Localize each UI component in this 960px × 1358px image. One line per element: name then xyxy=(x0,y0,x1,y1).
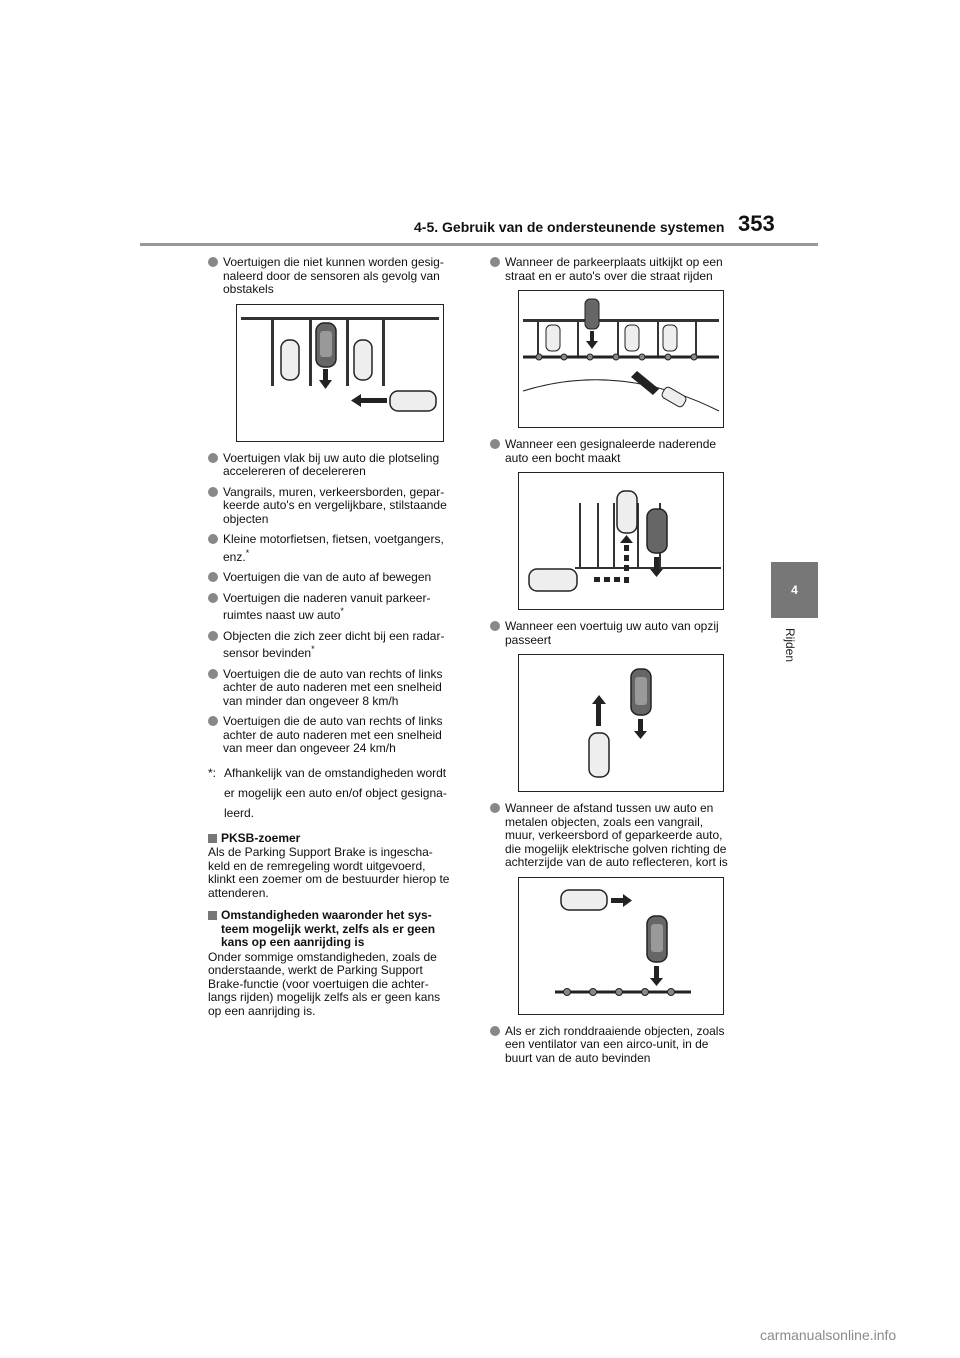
list-item xyxy=(490,438,752,465)
bullet-icon xyxy=(208,593,218,603)
footnote-text: Afhankelijk van de omstandigheden wordt er mogelijk een auto en/of object gesigna- leerd. xyxy=(224,765,447,820)
section-heading-text: PKSB-zoemer xyxy=(221,830,301,845)
list-item-text: Voertuigen die van de auto af bewegen xyxy=(223,570,432,584)
bullet-icon xyxy=(208,716,218,726)
left-column xyxy=(208,256,470,1027)
chapter-label: Rijden xyxy=(783,628,797,663)
chapter-tab[interactable]: 4 xyxy=(771,562,818,618)
list-item-text: Wanneer een voertuig uw auto van opzij passeert xyxy=(505,619,719,647)
list-item-text: Wanneer de afstand tussen uw auto en metalen objecten, zoals een vangrail, muur, verkeersbord of geparkeerde auto, die mogelijk elektrische golven richting de achterzijde van de auto reflecteren, kort is xyxy=(505,801,728,869)
page-number: 353 xyxy=(738,211,775,236)
list-item-text: Vangrails, muren, verkeersborden, gepar- keerde auto's en vergelijkbare, stilstaande objecten xyxy=(223,484,447,526)
paragraph: Als de Parking Support Brake is ingescha- keld en de remregeling wordt uitgevoerd, klinkt een zoemer om de bestuurder hierop te attenderen. xyxy=(208,845,450,900)
section-heading xyxy=(208,832,470,846)
section-heading xyxy=(208,909,470,950)
list-item-text: Voertuigen die de auto van rechts of links achter de auto naderen met een snelheid van meer dan ongeveer 24 km/h xyxy=(223,714,443,755)
header-divider xyxy=(140,243,818,246)
paragraph: Onder sommige omstandigheden, zoals de onderstaande, werkt de Parking Support Brake-functie (voor voertuigen die achter- langs rijden) mogelijk zelfs als er geen kans op een aanrijding is. xyxy=(208,949,441,1018)
square-bullet-icon xyxy=(208,911,217,920)
list-item xyxy=(490,802,752,870)
list-item xyxy=(208,592,470,623)
watermark[interactable]: carmanualsonline.info xyxy=(760,1327,897,1343)
footnote-mark: *: xyxy=(208,765,217,780)
bullet-icon xyxy=(490,621,500,631)
header-title: 4-5. Gebruik van de ondersteunende systemen xyxy=(414,219,725,235)
list-item-text: Kleine motorfietsen, fietsen, voetgangers, enz.* xyxy=(223,532,444,564)
section-heading-text: Omstandigheden waaronder het sys- teem mogelijk werkt, zelfs als er geen kans op een aanrijding is xyxy=(221,908,436,949)
list-item-text: Voertuigen die naderen vanuit parkeer- ruimtes naast uw auto* xyxy=(223,590,431,622)
bullet-icon xyxy=(208,453,218,463)
list-item-text: Voertuigen die niet kunnen worden gesig- naleerd door de sensoren als gevolg van obstakels xyxy=(223,255,444,296)
square-bullet-icon xyxy=(208,834,217,843)
figure-street-traffic xyxy=(518,290,724,428)
list-item xyxy=(208,533,470,564)
list-item-text: Objecten die zich zeer dicht bij een radar- sensor bevinden* xyxy=(223,628,445,660)
list-item xyxy=(208,486,470,527)
list-item-text: Wanneer een gesignaleerde naderende auto een bocht maakt xyxy=(505,437,717,465)
bullet-icon xyxy=(208,257,218,267)
list-item xyxy=(208,668,470,709)
bullet-icon xyxy=(208,669,218,679)
list-item xyxy=(490,1025,752,1066)
list-item xyxy=(490,256,752,283)
figure-metal-objects xyxy=(518,877,724,1015)
list-item xyxy=(208,630,470,661)
figure-turning-car xyxy=(518,472,724,610)
bullet-icon xyxy=(208,534,218,544)
list-item xyxy=(208,715,470,756)
list-item-text: Als er zich ronddraaiende objecten, zoals een ventilator van een airco-unit, in de buurt van de auto bevinden xyxy=(505,1023,725,1065)
bullet-icon xyxy=(490,439,500,449)
list-item xyxy=(208,256,470,297)
right-column xyxy=(490,256,752,1072)
bullet-icon xyxy=(490,257,500,267)
list-item-text: Voertuigen die de auto van rechts of links achter de auto naderen met een snelheid van minder dan ongeveer 8 km/h xyxy=(223,666,443,708)
list-item xyxy=(208,452,470,479)
list-item xyxy=(490,620,752,647)
figure-passing-vehicle xyxy=(518,654,724,792)
list-item xyxy=(208,571,470,585)
bullet-icon xyxy=(208,487,218,497)
list-item-text: Wanneer de parkeerplaats uitkijkt op een straat en er auto's over die straat rijden xyxy=(505,255,723,283)
bullet-icon xyxy=(490,1026,500,1036)
bullet-icon xyxy=(208,631,218,641)
bullet-icon xyxy=(490,803,500,813)
bullet-icon xyxy=(208,572,218,582)
footnote xyxy=(208,763,470,823)
list-item-text: Voertuigen vlak bij uw auto die plotseling accelereren of decelereren xyxy=(223,450,440,478)
figure-parking-obstacles xyxy=(236,304,444,442)
